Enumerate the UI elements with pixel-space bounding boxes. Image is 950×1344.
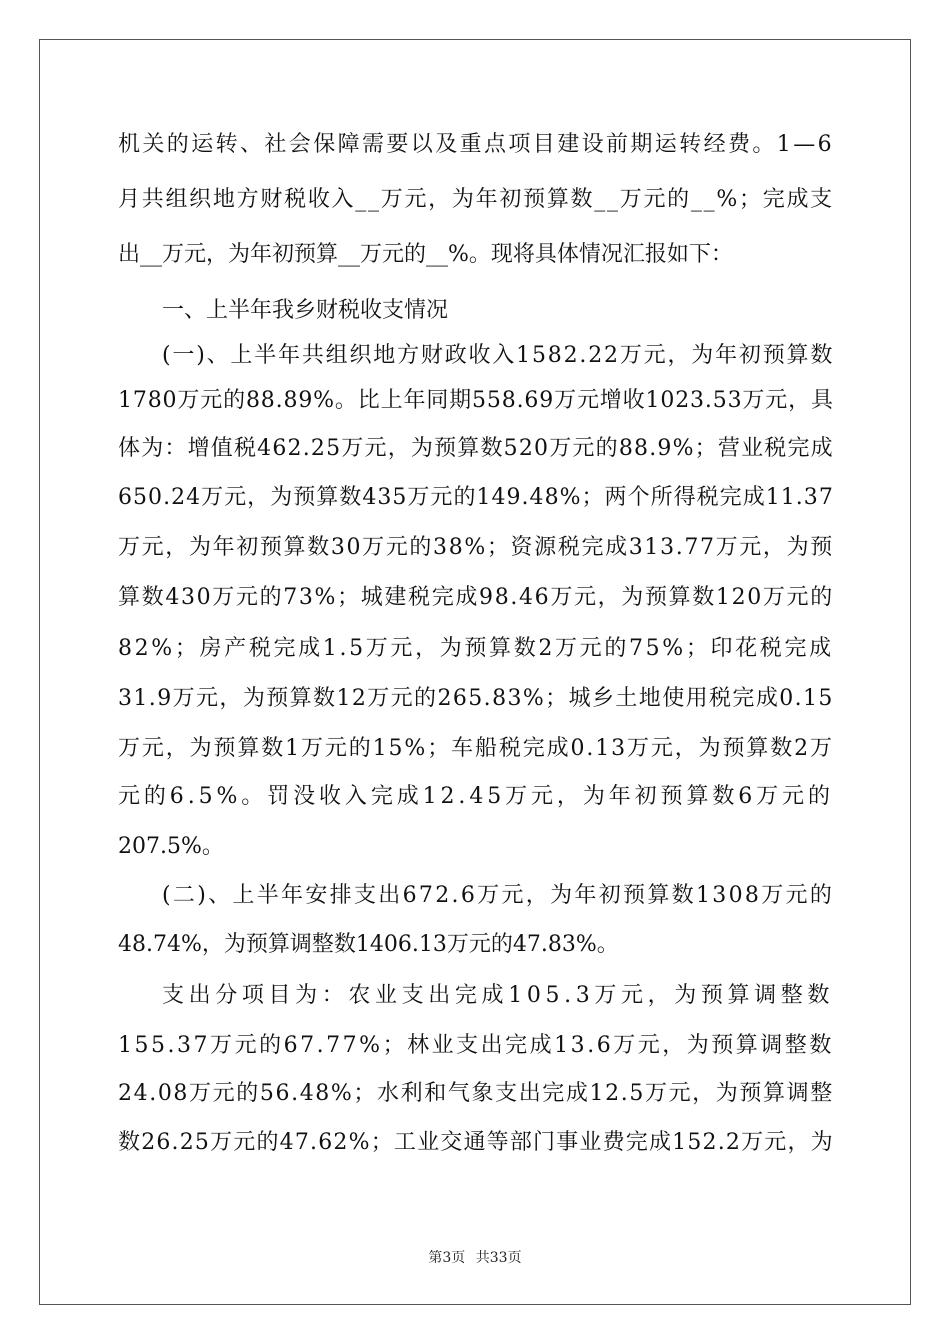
text-line: 82%；房产税完成1.5万元，为预算数2万元的75%；印花税完成	[118, 636, 834, 661]
text-line: 月共组织地方财税收入__万元，为年初预算数__万元的__%；完成支	[118, 187, 834, 212]
text-line: 体为：增值税462.25万元，为预算数520万元的88.9%；营业税完成	[118, 436, 834, 461]
text-line: 支出分项目为：农业支出完成105.3万元，为预算调整数	[162, 983, 834, 1008]
page-footer	[0, 1247, 950, 1267]
section-heading: 一、上半年我乡财税收支情况	[162, 298, 449, 323]
text-line: 出__万元，为年初预算__万元的__%。现将具体情况汇报如下：	[118, 242, 733, 267]
text-line: 24.08万元的56.48%；水利和气象支出完成12.5万元，为预算调整	[118, 1081, 834, 1106]
text-line: 机关的运转、社会保障需要以及重点项目建设前期运转经费。1—6	[118, 132, 834, 157]
text-line: 数26.25万元的47.62%；工业交通等部门事业费完成152.2万元，为	[118, 1130, 834, 1155]
text-line: 31.9万元，为预算数12万元的265.83%；城乡土地使用税完成0.15	[118, 686, 834, 711]
text-line: 元的6.5%。罚没收入完成12.45万元，为年初预算数6万元的	[118, 784, 834, 809]
text-line: 万元，为预算数1万元的15%；车船税完成0.13万元，为预算数2万	[118, 736, 834, 761]
text-line: 48.74%，为预算调整数1406.13万元的47.83%。	[118, 932, 619, 957]
text-line: 207.5%。	[118, 834, 224, 859]
page-border	[39, 39, 911, 1305]
text-line: 650.24万元，为预算数435万元的149.48%；两个所得税完成11.37	[118, 485, 834, 510]
text-line: 万元，为年初预算数30万元的38%；资源税完成313.77万元，为预	[118, 535, 834, 560]
page-number: 第3页	[428, 1250, 466, 1266]
text-line: (二)、上半年安排支出672.6万元，为年初预算数1308万元的	[162, 883, 835, 908]
text-line: (一)、上半年共组织地方财政收入1582.22万元，为年初预算数	[162, 343, 835, 368]
page-total: 共33页	[475, 1250, 522, 1266]
text-line: 155.37万元的67.77%；林业支出完成13.6万元，为预算调整数	[118, 1033, 834, 1058]
text-line: 1780万元的88.89%。比上年同期558.69万元增收1023.53万元，具	[118, 388, 834, 413]
text-line: 算数430万元的73%；城建税完成98.46万元，为预算数120万元的	[118, 585, 834, 610]
